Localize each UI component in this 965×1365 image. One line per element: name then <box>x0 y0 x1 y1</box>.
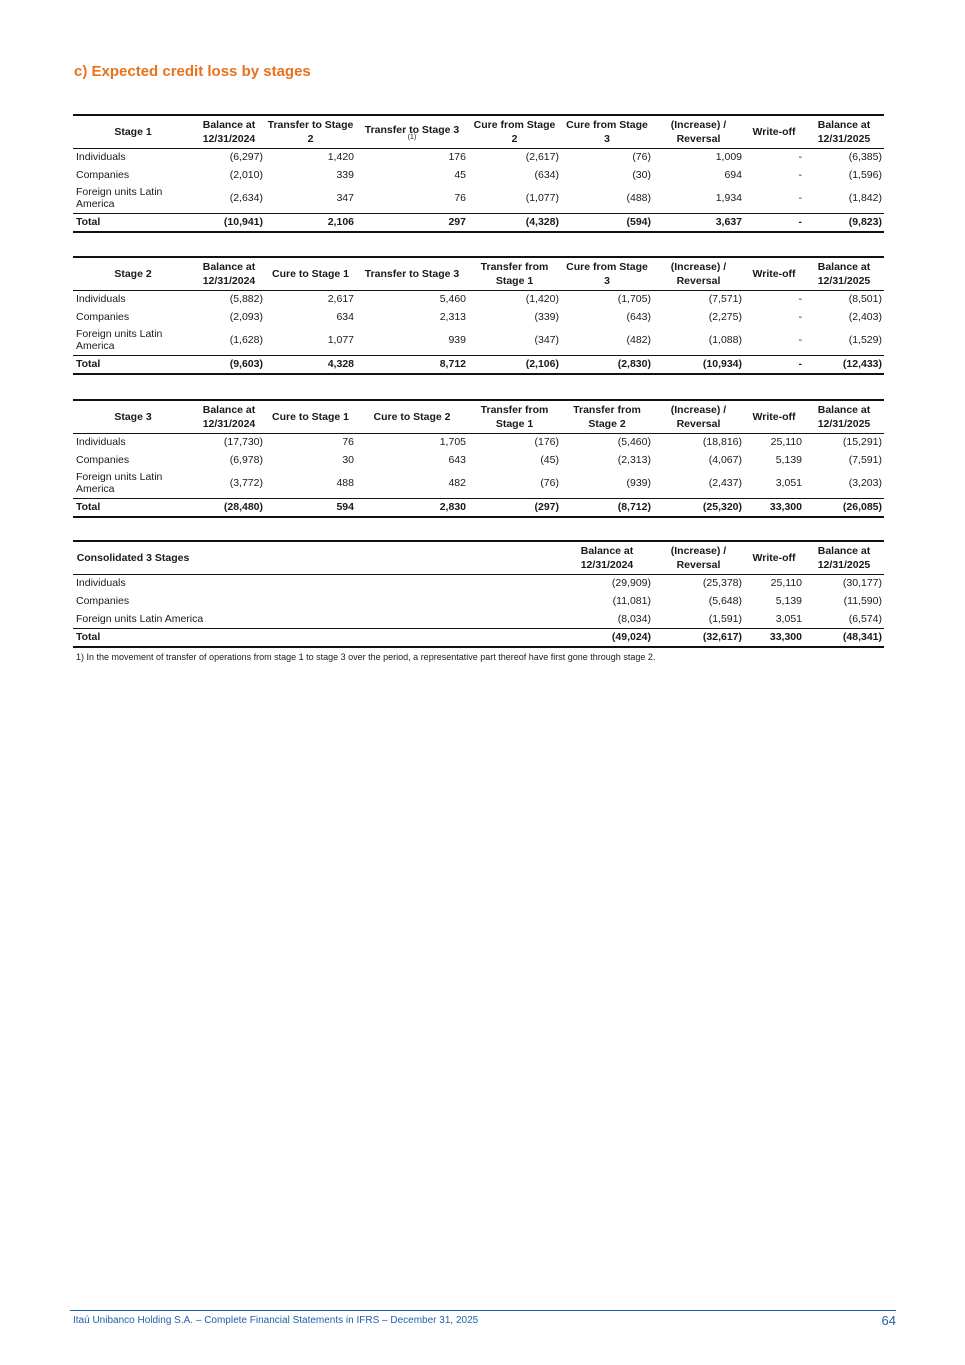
col-header: Write-off <box>744 115 804 148</box>
table-cell: 8,712 <box>356 355 468 374</box>
table-cell: 694 <box>724 169 742 181</box>
col-header: Balance at 12/31/2024 <box>561 541 653 574</box>
table-cell: (15,291) <box>842 436 882 449</box>
table-cell: 643 <box>448 454 466 466</box>
table-cell: (49,024) <box>561 628 653 647</box>
table-cell: (594) <box>561 213 653 232</box>
table-cell: (1,529) <box>848 334 882 347</box>
row-label: Total <box>73 628 561 647</box>
col-header: Balance at 12/31/2025 <box>804 115 884 148</box>
row-label: Companies <box>76 454 130 466</box>
table-cell: (1,596) <box>848 169 882 181</box>
row-label: Individuals <box>76 151 126 164</box>
table-cell: (176) <box>534 436 559 449</box>
row-label: Foreign units Latin America <box>76 186 163 211</box>
table-cell: (1,088) <box>708 334 742 347</box>
row-label: Foreign units Latin America <box>76 328 163 353</box>
col-header: Stage 3 <box>73 400 193 433</box>
table-cell: 1,934 <box>715 192 742 205</box>
total-row <box>73 498 884 517</box>
table-cell: (8,712) <box>561 498 653 517</box>
table-cell: (2,617) <box>525 151 559 164</box>
table-cell: (17,730) <box>223 436 263 449</box>
page-number: 64 <box>881 1313 896 1328</box>
table-cell: 1,420 <box>327 151 354 164</box>
table-cell: (32,617) <box>653 628 744 647</box>
col-header: Cure from Stage 3 <box>561 257 653 290</box>
col-header: (Increase) / Reversal <box>653 400 744 433</box>
col-header: (Increase) / Reversal <box>653 541 744 574</box>
total-row <box>73 355 884 374</box>
table-cell: (482) <box>626 334 651 347</box>
col-header: Cure from Stage 2 <box>468 115 561 148</box>
table-cell: 594 <box>265 498 356 517</box>
row-label: Individuals <box>76 436 126 449</box>
table-cell: (10,934) <box>653 355 744 374</box>
table-cell: 347 <box>336 192 354 205</box>
table-cell: (7,591) <box>848 454 882 466</box>
col-header: (Increase) / Reversal <box>653 115 744 148</box>
table-cell: - <box>798 293 802 306</box>
table-cell: 25,110 <box>770 577 802 590</box>
table-cell: 339 <box>336 169 354 181</box>
table-row <box>73 610 884 628</box>
col-header: (Increase) / Reversal <box>653 257 744 290</box>
col-header: Transfer to Stage 3 <box>356 257 468 290</box>
col-header: Cure to Stage 1 <box>265 257 356 290</box>
table-cell: (1,077) <box>525 192 559 205</box>
table-cell: (12,433) <box>804 355 884 374</box>
col-header <box>356 115 468 148</box>
footnote: 1) In the movement of transfer of operations from stage 1 to stage 3 over the period, a representative part thereof have first gone through stage 2. <box>76 652 656 662</box>
table-row <box>73 290 884 308</box>
table-cell: 1,009 <box>715 151 742 164</box>
footer-divider <box>70 1310 896 1311</box>
col-header: Write-off <box>744 541 804 574</box>
table-cell: (1,628) <box>229 334 263 347</box>
col-header: Transfer from Stage 2 <box>561 400 653 433</box>
col-header: Balance at 12/31/2024 <box>193 400 265 433</box>
table-cell: (488) <box>626 192 651 205</box>
table-header-row <box>73 541 884 574</box>
table-cell: (347) <box>534 334 559 347</box>
col-header: Balance at 12/31/2025 <box>804 541 884 574</box>
col-header: Consolidated 3 Stages <box>73 541 193 574</box>
table-cell: 3,051 <box>775 612 802 625</box>
row-label: Foreign units Latin America <box>76 471 163 496</box>
stage-3-table <box>73 399 884 518</box>
row-label: Individuals <box>76 577 126 590</box>
table-cell: (2,830) <box>561 355 653 374</box>
row-label: Companies <box>76 169 130 181</box>
table-row <box>73 469 884 498</box>
table-cell: (5,882) <box>229 293 263 306</box>
table-cell: (45) <box>540 454 559 466</box>
table-cell: 297 <box>356 213 468 232</box>
consolidated-table <box>73 540 884 648</box>
table-cell: (6,297) <box>229 151 263 164</box>
row-label: Total <box>73 355 193 374</box>
table-cell: 76 <box>342 436 354 449</box>
table-cell: 33,300 <box>744 498 804 517</box>
col-header: Balance at 12/31/2025 <box>804 400 884 433</box>
table-cell: 176 <box>448 151 466 164</box>
table-cell: 2,106 <box>265 213 356 232</box>
table-cell: (29,909) <box>611 577 651 590</box>
table-cell: (3,203) <box>848 477 882 490</box>
table-cell: 1,077 <box>327 334 354 347</box>
table-cell: (4,328) <box>468 213 561 232</box>
table-cell: (1,705) <box>617 293 651 306</box>
table-cell: (76) <box>632 151 651 164</box>
table-cell: (28,480) <box>193 498 265 517</box>
table-cell: (6,574) <box>848 612 882 625</box>
table-row <box>73 433 884 451</box>
table-cell: 482 <box>448 477 466 490</box>
col-header: Cure to Stage 1 <box>265 400 356 433</box>
table-cell: (4,067) <box>708 454 742 466</box>
table-cell: (5,648) <box>708 595 742 607</box>
table-cell: (1,420) <box>525 293 559 306</box>
table-cell: (30,177) <box>842 577 882 590</box>
footer-text: Itaú Unibanco Holding S.A. – Complete Financial Statements in IFRS – December 31, 2025 <box>73 1315 479 1326</box>
col-header: Stage 2 <box>73 257 193 290</box>
row-label: Foreign units Latin America <box>76 612 204 625</box>
table-cell: 4,328 <box>265 355 356 374</box>
table-cell: (48,341) <box>804 628 884 647</box>
table-header-row <box>73 400 884 433</box>
table-cell: (2,106) <box>468 355 561 374</box>
col-header: Transfer from Stage 1 <box>468 400 561 433</box>
table-cell: - <box>744 355 804 374</box>
stage-2-table <box>73 256 884 375</box>
col-header: Balance at 12/31/2025 <box>804 257 884 290</box>
col-header: Write-off <box>744 257 804 290</box>
table-row <box>73 592 884 610</box>
table-cell: (2,437) <box>708 477 742 490</box>
col-header: Cure from Stage 3 <box>561 115 653 148</box>
row-label: Total <box>73 213 193 232</box>
col-header: Balance at 12/31/2024 <box>193 257 265 290</box>
table-cell: (2,403) <box>848 311 882 323</box>
table-cell: (297) <box>468 498 561 517</box>
table-row <box>73 166 884 184</box>
table-cell: (76) <box>540 477 559 490</box>
table-cell: 5,460 <box>439 293 466 306</box>
table-cell: (2,010) <box>229 169 263 181</box>
table-cell: 2,830 <box>356 498 468 517</box>
table-cell: (643) <box>626 311 651 323</box>
table-row <box>73 184 884 213</box>
table-cell: (939) <box>626 477 651 490</box>
table-cell: (25,378) <box>702 577 742 590</box>
table-row <box>73 148 884 166</box>
table-cell: 3,637 <box>653 213 744 232</box>
table-cell: (8,034) <box>617 612 651 625</box>
table-cell: (2,275) <box>708 311 742 323</box>
section-title: c) Expected credit loss by stages <box>74 63 311 80</box>
table-cell: (18,816) <box>702 436 742 449</box>
table-cell: - <box>798 334 802 347</box>
col-header: Transfer from Stage 1 <box>468 257 561 290</box>
table-row <box>73 451 884 469</box>
table-cell: (7,571) <box>708 293 742 306</box>
table-cell: (339) <box>534 311 559 323</box>
table-cell: (30) <box>632 169 651 181</box>
table-cell: (5,460) <box>617 436 651 449</box>
col-header: Cure to Stage 2 <box>356 400 468 433</box>
table-cell: 5,139 <box>775 454 802 466</box>
col-header: Transfer to Stage 2 <box>265 115 356 148</box>
table-cell: 33,300 <box>744 628 804 647</box>
table-cell: 76 <box>454 192 466 205</box>
table-cell: (2,093) <box>229 311 263 323</box>
table-cell: (2,634) <box>229 192 263 205</box>
row-label: Total <box>73 498 193 517</box>
row-label: Companies <box>76 311 130 323</box>
total-row <box>73 213 884 232</box>
footnote-marker: (1) <box>407 133 417 141</box>
table-row <box>73 308 884 326</box>
table-cell: (9,823) <box>804 213 884 232</box>
table-row <box>73 326 884 355</box>
table-cell: (1,842) <box>848 192 882 205</box>
col-header: Write-off <box>744 400 804 433</box>
table-cell: (6,385) <box>848 151 882 164</box>
table-cell: 25,110 <box>770 436 802 449</box>
table-cell: - <box>744 213 804 232</box>
table-cell: - <box>798 169 802 181</box>
table-cell: 2,313 <box>439 311 466 323</box>
table-cell: - <box>798 311 802 323</box>
table-cell: 45 <box>454 169 466 181</box>
table-cell: 5,139 <box>775 595 802 607</box>
table-cell: (25,320) <box>653 498 744 517</box>
col-header-text: Transfer to Stage 3 <box>364 123 460 136</box>
stage-1-table <box>73 114 884 233</box>
table-cell: 1,705 <box>439 436 466 449</box>
table-row <box>73 574 884 592</box>
table-header-row <box>73 115 884 148</box>
total-row <box>73 628 884 647</box>
table-cell: 488 <box>336 477 354 490</box>
table-cell: (11,081) <box>612 595 651 607</box>
table-header-row <box>73 257 884 290</box>
table-cell: - <box>798 192 802 205</box>
table-cell: 939 <box>448 334 466 347</box>
table-cell: 30 <box>342 454 354 466</box>
table-cell: (1,591) <box>708 612 742 625</box>
row-label: Individuals <box>76 293 126 306</box>
table-cell: 2,617 <box>327 293 354 306</box>
table-cell: 634 <box>336 311 354 323</box>
col-header: Balance at 12/31/2024 <box>193 115 265 148</box>
table-cell: (3,772) <box>229 477 263 490</box>
col-header: Stage 1 <box>73 115 193 148</box>
table-cell: (10,941) <box>193 213 265 232</box>
table-cell: 3,051 <box>775 477 802 490</box>
table-cell: (6,978) <box>229 454 263 466</box>
table-cell: (11,590) <box>843 595 882 607</box>
table-cell: (9,603) <box>193 355 265 374</box>
table-cell: (2,313) <box>617 454 651 466</box>
table-cell: (26,085) <box>804 498 884 517</box>
table-cell: (8,501) <box>848 293 882 306</box>
col-header-empty <box>193 541 561 574</box>
table-cell: - <box>798 151 802 164</box>
table-cell: (634) <box>534 169 559 181</box>
row-label: Companies <box>76 595 130 607</box>
